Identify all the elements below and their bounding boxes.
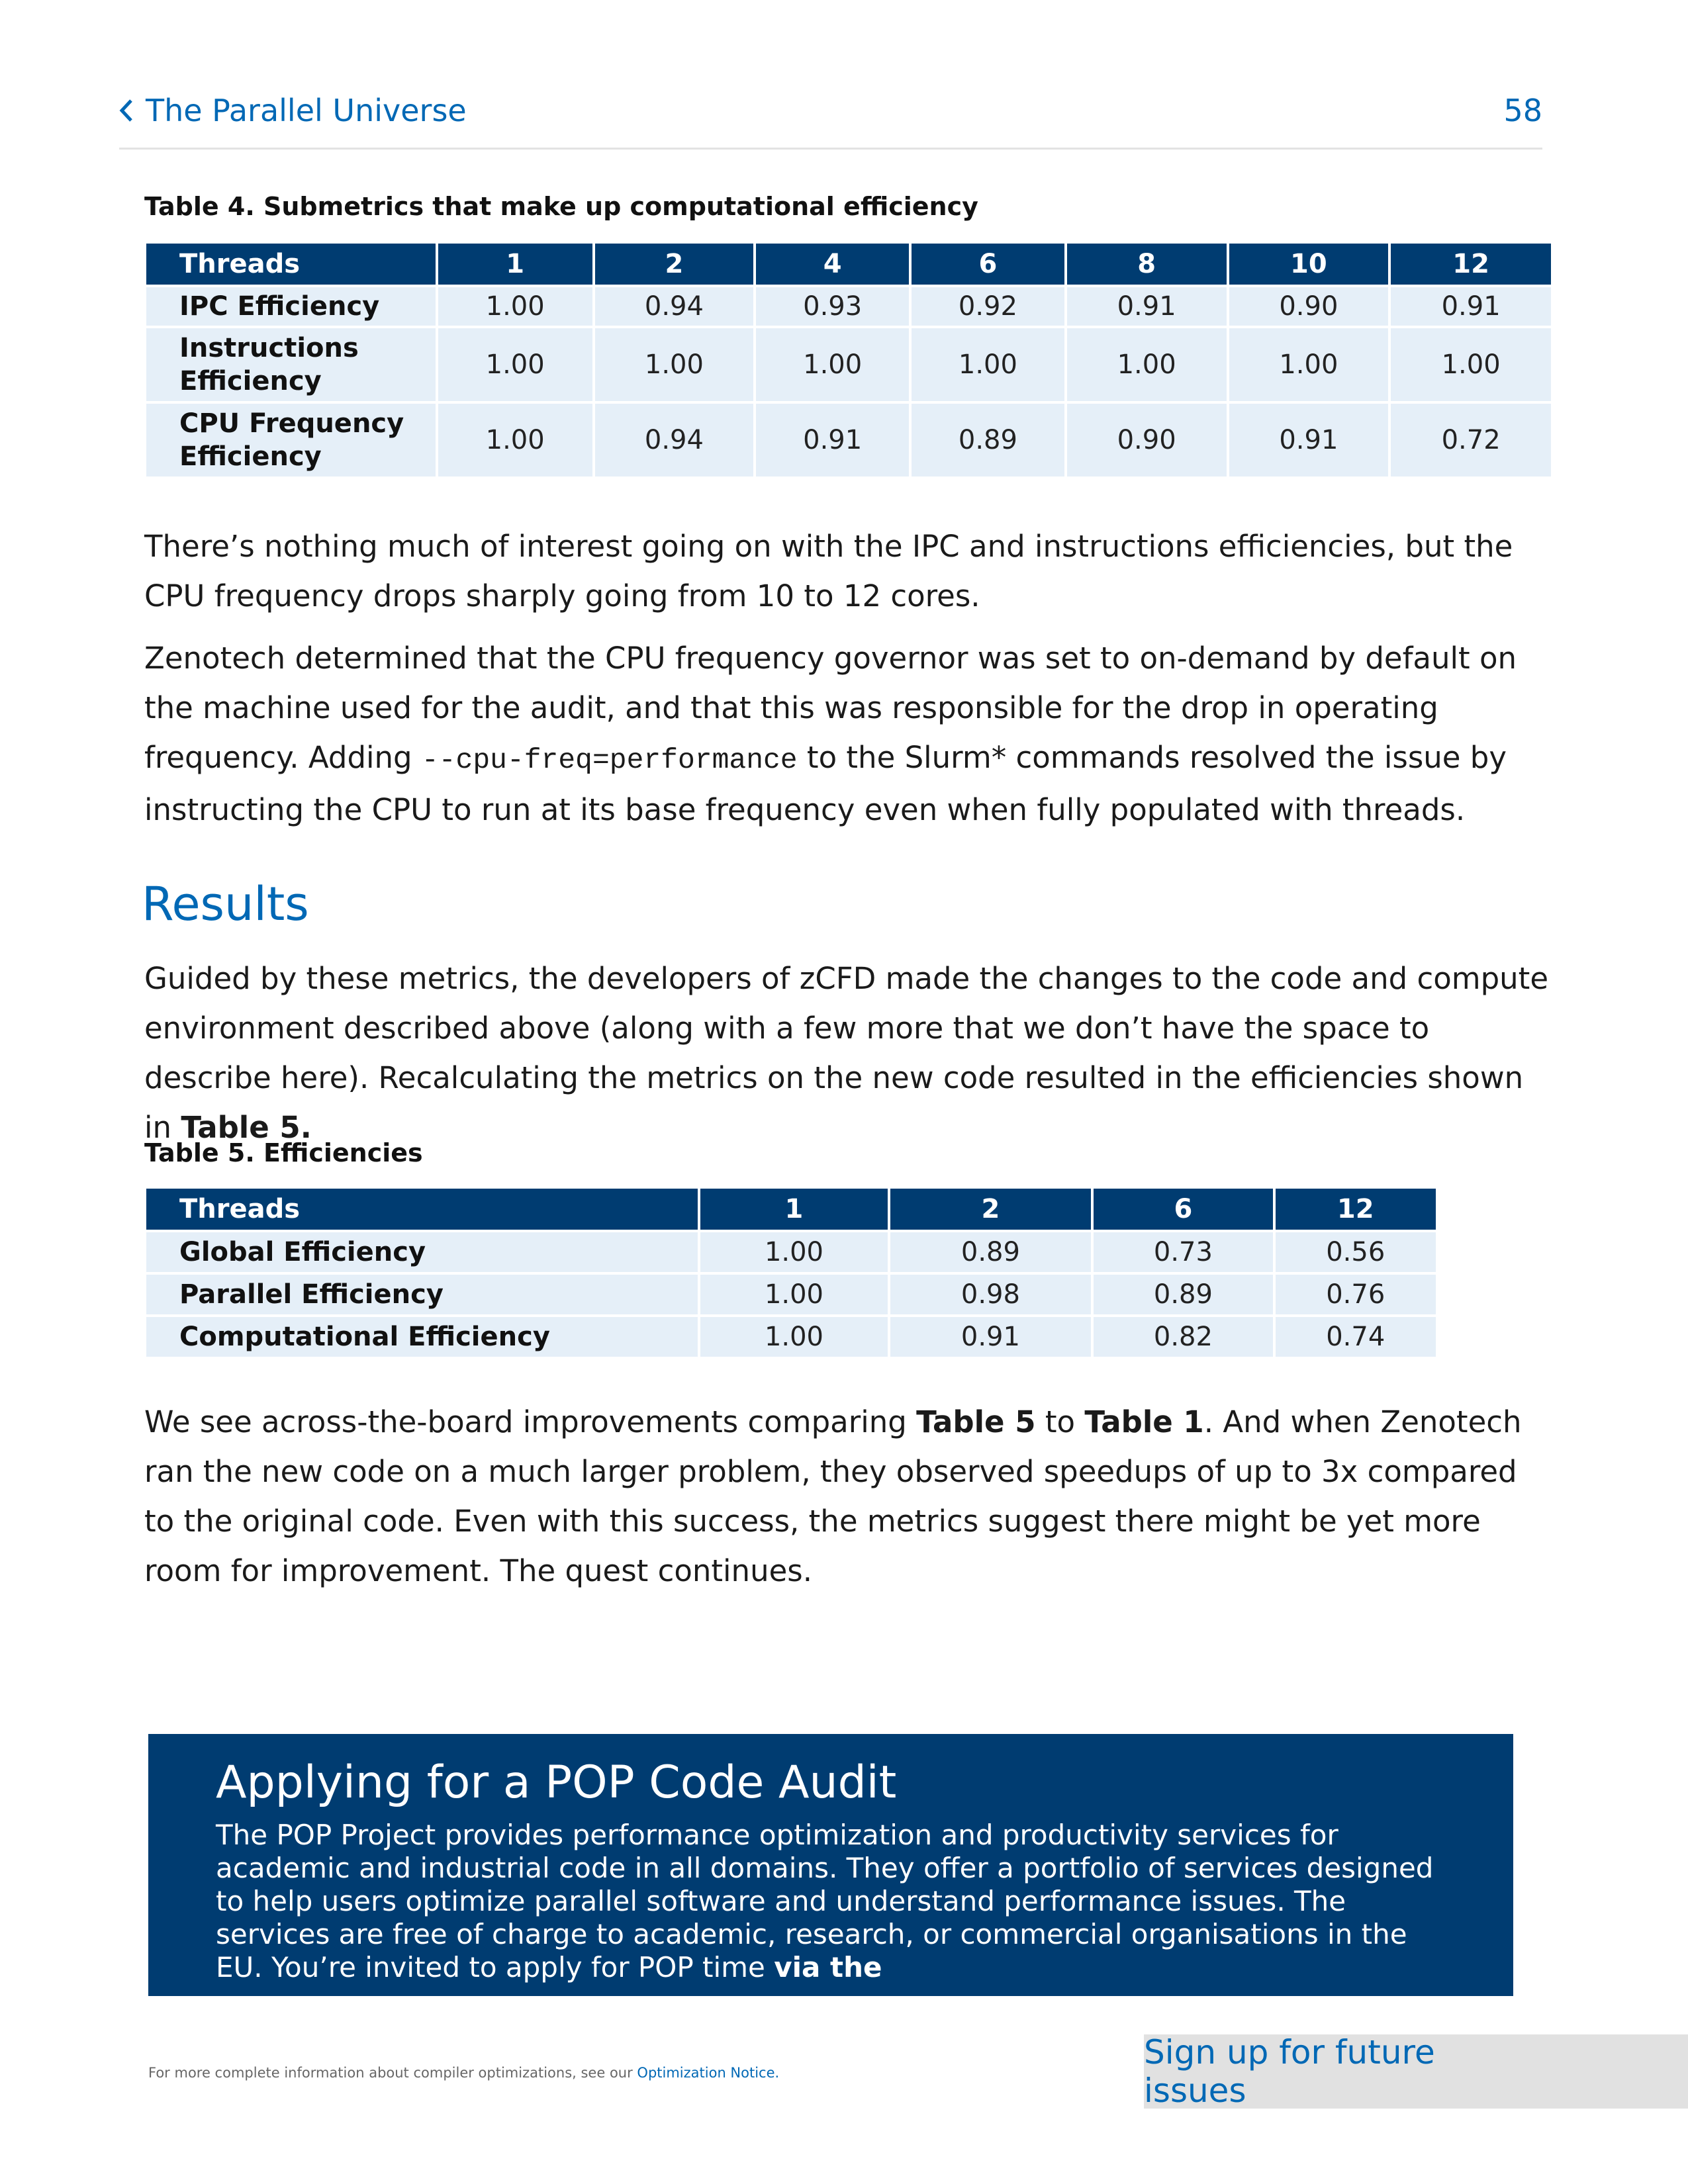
table-cell: 1.00 bbox=[438, 404, 592, 477]
header-cell-thread-count: 2 bbox=[890, 1189, 1092, 1230]
table-1-reference: Table 1 bbox=[1084, 1404, 1204, 1439]
row-label-line: Instructions bbox=[179, 333, 359, 363]
paragraph-4-text-c: . And when Zenotech ran the new code on a much larger problem, they observed speedups of up to 3x compared to the original code. Even with this success, the metrics suggest there might be yet more room for improvement. The quest continues. bbox=[144, 1404, 1522, 1588]
page-number: 58 bbox=[1503, 93, 1542, 128]
row-label-line: IPC Efficiency bbox=[179, 291, 380, 322]
table-cell: 0.94 bbox=[595, 287, 754, 326]
paragraph-2-text-b: to the Slurm* commands resolved the issue by instructing the CPU to run at its base frequency even when fully populated with threads. bbox=[144, 740, 1507, 827]
table-cell: 0.72 bbox=[1391, 404, 1551, 477]
paragraph-2 bbox=[144, 633, 1554, 835]
paragraph-4-text-a: We see across-the-board improvements comparing bbox=[144, 1404, 917, 1439]
table-row bbox=[146, 287, 1551, 326]
table-cell: 1.00 bbox=[438, 287, 592, 326]
table-cell: 1.00 bbox=[912, 328, 1064, 401]
row-label-line: Parallel Efficiency bbox=[179, 1279, 444, 1310]
table-cell: 1.00 bbox=[700, 1275, 887, 1314]
paragraph-3 bbox=[144, 954, 1554, 1152]
signup-button[interactable]: Sign up for future issues bbox=[1144, 2034, 1688, 2109]
header-cell-thread-count: 2 bbox=[595, 244, 754, 285]
table-4 bbox=[144, 241, 1554, 479]
row-label-line: Global Efficiency bbox=[179, 1237, 426, 1267]
table4-caption: Table 4. Submetrics that make up computational efficiency bbox=[144, 192, 978, 221]
table-header-row bbox=[146, 244, 1551, 285]
table-cell: 0.94 bbox=[595, 404, 754, 477]
row-label bbox=[146, 1317, 698, 1357]
table-cell: 0.76 bbox=[1276, 1275, 1436, 1314]
table-cell: 1.00 bbox=[700, 1317, 887, 1357]
footnote-text: For more complete information about compiler optimizations, see our bbox=[148, 2065, 637, 2081]
table-cell: 1.00 bbox=[595, 328, 754, 401]
row-label bbox=[146, 287, 436, 326]
row-label-line: Computational Efficiency bbox=[179, 1322, 550, 1352]
header-cell-thread-count: 8 bbox=[1067, 244, 1227, 285]
table-row bbox=[146, 328, 1551, 401]
back-link[interactable] bbox=[119, 93, 467, 128]
table-cell: 0.90 bbox=[1067, 404, 1227, 477]
callout-link[interactable]: via the bbox=[774, 1951, 882, 1983]
table-cell: 0.89 bbox=[1094, 1275, 1272, 1314]
header-cell-thread-count: 4 bbox=[756, 244, 909, 285]
table-cell: 0.91 bbox=[890, 1317, 1092, 1357]
table-cell: 0.92 bbox=[912, 287, 1064, 326]
table-cell: 1.00 bbox=[1067, 328, 1227, 401]
header-cell-thread-count: 6 bbox=[1094, 1189, 1272, 1230]
table-cell: 0.91 bbox=[756, 404, 909, 477]
table-cell: 0.91 bbox=[1229, 404, 1389, 477]
paragraph-2-text-a: Zenotech determined that the CPU frequency governor was set to on-demand by default on the machine used for the audit, and that this was responsible for the drop in operating frequency. Adding bbox=[144, 641, 1517, 775]
pop-audit-callout bbox=[148, 1734, 1513, 1996]
callout-text: The POP Project provides performance optimization and productivity services for academic and industrial code in all domains. They offer a portfolio of services designed to help users optimize parallel software and understand performance issues. The services are free of charge to academic, research, or commercial organisations in the EU. You’re invited to apply for POP time bbox=[216, 1819, 1434, 1983]
table-cell: 1.00 bbox=[756, 328, 909, 401]
table-header-row bbox=[146, 1189, 1436, 1230]
table-cell: 0.73 bbox=[1094, 1232, 1272, 1272]
paragraph-3-text: Guided by these metrics, the developers of zCFD made the changes to the code and compute environment described above (along with a few more that we don’t have the space to describe here). Recalculating the metrics on the new code resulted in the efficiencies shown in bbox=[144, 961, 1548, 1145]
paragraph-1: There’s nothing much of interest going on with the IPC and instructions efficiencies, but the CPU frequency drops sharply going from 10 to 12 cores. bbox=[144, 529, 1513, 614]
table-cell: 0.90 bbox=[1229, 287, 1389, 326]
publication-title: The Parallel Universe bbox=[146, 93, 467, 128]
table-cell: 0.98 bbox=[890, 1275, 1092, 1314]
table-row bbox=[146, 404, 1551, 477]
row-label-line: CPU Frequency bbox=[179, 408, 404, 439]
table-5-reference: Table 5 bbox=[916, 1404, 1036, 1439]
table-cell: 0.91 bbox=[1391, 287, 1551, 326]
table-cell: 0.91 bbox=[1067, 287, 1227, 326]
chevron-left-icon bbox=[119, 99, 134, 122]
table-cell: 1.00 bbox=[700, 1232, 887, 1272]
header-cell-thread-count: 6 bbox=[912, 244, 1064, 285]
row-label-line: Efficiency bbox=[179, 441, 322, 472]
callout-title: Applying for a POP Code Audit bbox=[216, 1756, 897, 1809]
table-cell: 0.89 bbox=[912, 404, 1064, 477]
table-cell: 1.00 bbox=[1391, 328, 1551, 401]
header-cell-thread-count: 10 bbox=[1229, 244, 1389, 285]
code-option: --cpu-freq=performance bbox=[421, 744, 798, 776]
table-cell: 1.00 bbox=[1229, 328, 1389, 401]
optimization-notice-link[interactable]: Optimization Notice. bbox=[637, 2065, 780, 2081]
row-label-line: Efficiency bbox=[179, 366, 322, 396]
row-label bbox=[146, 404, 436, 477]
table-5-reference: Table 5. bbox=[181, 1110, 312, 1145]
header-cell-thread-count: 1 bbox=[700, 1189, 887, 1230]
table-cell: 0.56 bbox=[1276, 1232, 1436, 1272]
table5-caption: Table 5. Efficiencies bbox=[144, 1138, 423, 1167]
table-cell: 1.00 bbox=[438, 328, 592, 401]
table-cell: 0.89 bbox=[890, 1232, 1092, 1272]
section-title-results: Results bbox=[142, 877, 309, 931]
header-cell-thread-count: 1 bbox=[438, 244, 592, 285]
table-cell: 0.93 bbox=[756, 287, 909, 326]
footnote bbox=[148, 2065, 779, 2081]
paragraph-4 bbox=[144, 1397, 1554, 1596]
table-5 bbox=[144, 1186, 1438, 1359]
header-cell-threads: Threads bbox=[146, 1189, 698, 1230]
table-cell: 0.82 bbox=[1094, 1317, 1272, 1357]
page-header bbox=[119, 93, 1542, 150]
callout-body bbox=[216, 1819, 1460, 1984]
header-cell-thread-count: 12 bbox=[1391, 244, 1551, 285]
header-cell-thread-count: 12 bbox=[1276, 1189, 1436, 1230]
table-row bbox=[146, 1232, 1436, 1272]
header-cell-threads: Threads bbox=[146, 244, 436, 285]
paragraph-4-text-b: to bbox=[1035, 1404, 1085, 1439]
table-row bbox=[146, 1317, 1436, 1357]
row-label bbox=[146, 1232, 698, 1272]
table-cell: 0.74 bbox=[1276, 1317, 1436, 1357]
row-label bbox=[146, 328, 436, 401]
row-label bbox=[146, 1275, 698, 1314]
table-row bbox=[146, 1275, 1436, 1314]
